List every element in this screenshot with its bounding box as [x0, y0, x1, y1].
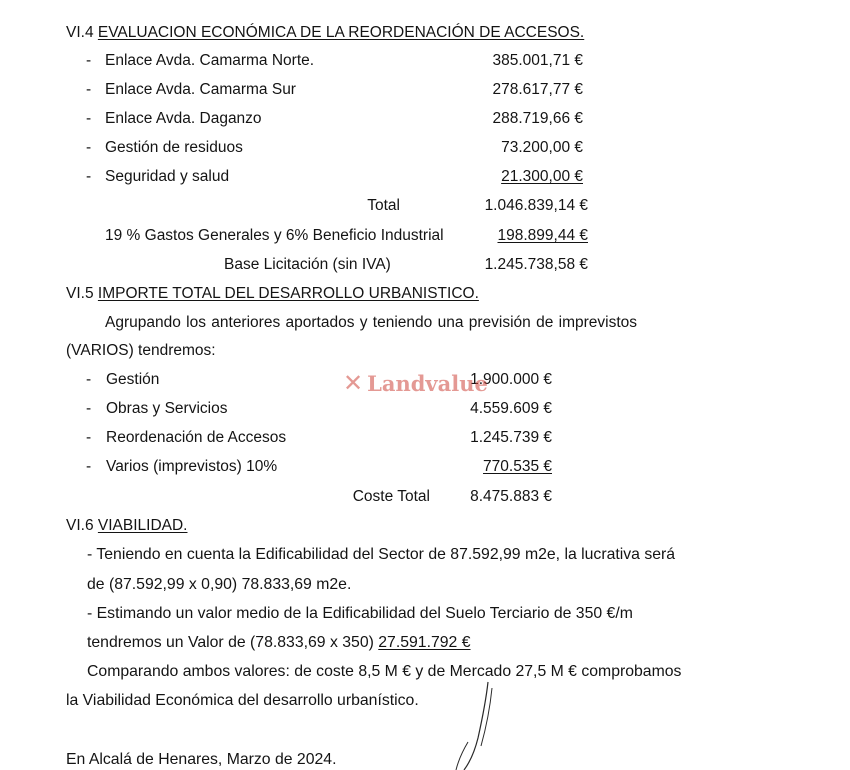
heading-title: VIABILIDAD. [97, 517, 188, 534]
watermark [343, 368, 488, 398]
heading-number: VI.5 [66, 285, 94, 302]
importe-item-label: Varios (imprevistos) 10% [106, 458, 278, 475]
watermark-text: Landvalue [367, 370, 488, 396]
section-heading-importe [66, 285, 479, 303]
paragraph-line: la Viabilidad Económica del desarrollo urbanístico. [66, 692, 419, 709]
heading-title: IMPORTE TOTAL DEL DESARROLLO URBANISTICO. [97, 285, 479, 302]
total-value: 1.046.839,14 € [484, 197, 588, 214]
importe-item-value: 1.245.739 € [470, 429, 552, 446]
market-value: 27.591.792 € [378, 634, 471, 651]
heading-number: VI.6 [66, 517, 94, 534]
paragraph-line: tendremos un Valor de (78.833,69 x 350) 27.591.792 € [87, 634, 471, 651]
intro-text: (VARIOS) tendremos: [66, 342, 216, 359]
bullet-dash: - [86, 400, 92, 417]
cost-item-label: Enlace Avda. Camarma Norte. [105, 52, 315, 69]
coste-total-label: Coste Total [352, 488, 430, 505]
importe-item-label: Reordenación de Accesos [106, 429, 287, 446]
cost-item-value: 73.200,00 € [501, 139, 583, 156]
importe-item-value-underlined: 770.535 € [483, 458, 552, 475]
gastos-label: 19 % Gastos Generales y 6% Beneficio Industrial [105, 227, 444, 244]
signature-mark [448, 680, 508, 770]
bullet-dash: - [86, 52, 92, 69]
base-licitacion-label: Base Licitación (sin IVA) [224, 256, 391, 273]
x-logo-icon: ✕ [343, 369, 364, 397]
base-licitacion-value: 1.245.738,58 € [484, 256, 588, 273]
paragraph-line: - Estimando un valor medio de la Edificabilidad del Suelo Terciario de 350 €/m [87, 605, 633, 622]
section-heading-viabilidad [66, 517, 187, 535]
bullet-dash: - [86, 429, 92, 446]
heading-number: VI.4 [66, 24, 94, 41]
cost-item-label: Enlace Avda. Daganzo [105, 110, 262, 127]
cost-item-label: Seguridad y salud [105, 168, 230, 185]
total-label: Total [367, 197, 400, 214]
importe-item-label: Gestión [106, 371, 160, 388]
cost-item-label: Enlace Avda. Camarma Sur [105, 81, 296, 98]
intro-text: Agrupando los anteriores aportados y teniendo una previsión de imprevistos [105, 314, 638, 331]
coste-total-value: 8.475.883 € [470, 488, 552, 505]
cost-item-value: 278.617,77 € [492, 81, 583, 98]
bullet-dash: - [86, 168, 92, 185]
importe-item-value: 1.900.000 € [470, 371, 552, 388]
heading-title: EVALUACION ECONÓMICA DE LA REORDENACIÓN DE ACCESOS. [97, 24, 585, 41]
cost-item-value: 385.001,71 € [492, 52, 583, 69]
importe-item-label: Obras y Servicios [106, 400, 228, 417]
cost-item-label: Gestión de residuos [105, 139, 243, 156]
paragraph-line: de (87.592,99 x 0,90) 78.833,69 m2e. [87, 576, 352, 593]
cost-item-value: 288.719,66 € [492, 110, 583, 127]
importe-item-value: 4.559.609 € [470, 400, 552, 417]
gastos-value: 198.899,44 € [497, 227, 588, 244]
bullet-dash: - [86, 110, 92, 127]
bullet-dash: - [86, 81, 92, 98]
paragraph-line: Comparando ambos valores: de coste 8,5 M € y de Mercado 27,5 M € comprobamos [87, 663, 682, 680]
bullet-dash: - [86, 458, 92, 475]
bullet-dash: - [86, 139, 92, 156]
closing-line: En Alcalá de Henares, Marzo de 2024. [66, 751, 337, 768]
bullet-dash: - [86, 371, 92, 388]
paragraph-line: - Teniendo en cuenta la Edificabilidad del Sector de 87.592,99 m2e, la lucrativa será [87, 546, 676, 563]
section-heading-accesos [66, 24, 584, 42]
cost-item-value-underlined: 21.300,00 € [501, 168, 583, 185]
